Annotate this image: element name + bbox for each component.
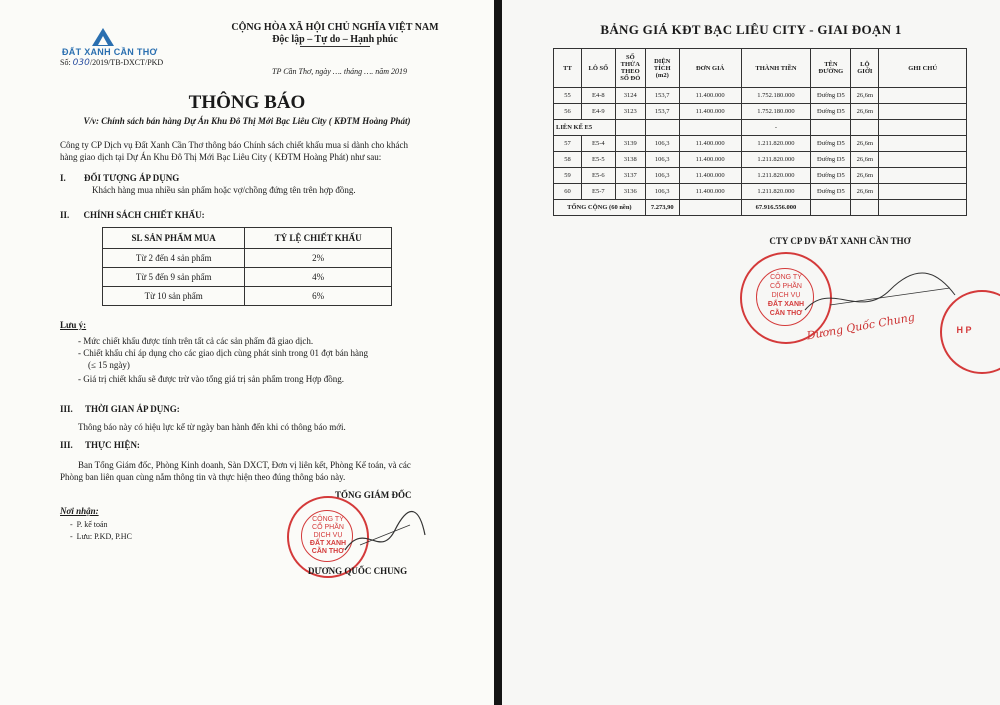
stamp-line: CÔNG TY [770, 274, 802, 281]
note-text: Giá trị chiết khấu sẽ được trừ vào tổng giá trị sản phẩm trong Hợp đồng. [83, 374, 344, 384]
table-row [554, 88, 967, 104]
table-cell: 3123 [615, 104, 645, 120]
table-row [103, 249, 392, 268]
table-cell: 26,6m [851, 88, 879, 104]
price-table [553, 48, 967, 216]
table-cell [879, 120, 967, 136]
table-cell: 1.211.820.000 [741, 168, 811, 184]
table-cell: E5-5 [581, 152, 615, 168]
total-label: TỔNG CỘNG (60 nền) [554, 200, 646, 216]
table-row [554, 136, 967, 152]
table-cell: 3136 [615, 184, 645, 200]
section-1-heading [60, 173, 179, 183]
national-motto: Độc lập – Tự do – Hạnh phúc [272, 34, 398, 45]
column-header: GHI CHÚ [879, 49, 967, 88]
table-cell: 3138 [615, 152, 645, 168]
group-label: LIÊN KẾ E5 [554, 120, 616, 136]
recipients-label: Nơi nhận: [60, 506, 99, 516]
company-name: CTY CP DV ĐẤT XANH CẦN THƠ [769, 236, 911, 246]
country-name: CỘNG HÒA XÃ HỘI CHỦ NGHĨA VIỆT NAM [231, 22, 439, 33]
table-row [554, 184, 967, 200]
section-2-number: II. [60, 210, 70, 220]
page-gap [494, 0, 502, 705]
column-header: TỶ LỆ CHIẾT KHẤU [245, 228, 392, 249]
table-cell [879, 184, 967, 200]
table-cell: 26,6m [851, 184, 879, 200]
table-cell: 26,6m [851, 152, 879, 168]
table-cell [679, 120, 741, 136]
table-cell: 11.400.000 [679, 152, 741, 168]
table-cell: 58 [554, 152, 582, 168]
intro-line-1: Công ty CP Dịch vụ Đất Xanh Cần Thơ thông báo Chính sách chiết khấu mua sỉ dành cho khách [60, 140, 408, 150]
note-text: Mức chiết khấu được tính trên tất cả các sản phẩm đã giao dịch. [83, 336, 314, 346]
discount-table [102, 227, 392, 306]
table-cell: 60 [554, 184, 582, 200]
table-cell [879, 152, 967, 168]
total-amount: 67.916.556.000 [741, 200, 811, 216]
subject-line: V/v: Chính sách bán hàng Dự Án Khu Đô Thị Mới Bạc Liêu City ( KĐTM Hoàng Phát) [83, 116, 411, 126]
section-2-heading [60, 210, 205, 220]
column-header: ĐƠN GIÁ [679, 49, 741, 88]
price-list-title: BẢNG GIÁ KĐT BẠC LIÊU CITY - GIAI ĐOẠN 1 [600, 22, 902, 37]
note-item: - Giá trị chiết khấu sẽ được trừ vào tổng giá trị sản phẩm trong Hợp đồng. [78, 374, 344, 384]
table-cell: 11.400.000 [679, 136, 741, 152]
table-cell: 106,3 [645, 152, 679, 168]
table-row [554, 152, 967, 168]
column-header: TT [554, 49, 582, 88]
recipient-item: - P. kế toán [70, 520, 108, 529]
table-row [103, 287, 392, 306]
section-4-title: THỰC HIỆN: [85, 440, 140, 450]
table-row [103, 268, 392, 287]
table-cell: 59 [554, 168, 582, 184]
table-cell: 106,3 [645, 184, 679, 200]
stamp-line: CẦN THƠ [769, 310, 803, 317]
table-cell: E4-9 [581, 104, 615, 120]
table-cell [879, 88, 967, 104]
table-cell: 56 [554, 104, 582, 120]
column-header: LỘ GIỚI [851, 49, 879, 88]
section-3-heading [60, 404, 180, 414]
table-header-row [554, 49, 967, 88]
table-cell: 1.211.820.000 [741, 136, 811, 152]
table-cell: - [741, 120, 811, 136]
table-cell: 153,7 [645, 88, 679, 104]
column-header: LÔ SỐ [581, 49, 615, 88]
table-cell: Đường D5 [811, 104, 851, 120]
table-cell: Từ 5 đến 9 sản phẩm [103, 268, 245, 287]
section-1-number: I. [60, 173, 66, 183]
logo-text: ĐẤT XANH CẦN THƠ [62, 47, 158, 57]
table-cell: 3139 [615, 136, 645, 152]
table-cell: Đường D5 [811, 136, 851, 152]
table-cell: 11.400.000 [679, 168, 741, 184]
stamp-line: CỔ PHẦN [770, 283, 802, 290]
table-cell [879, 136, 967, 152]
group-row [554, 120, 967, 136]
section-3-number: III. [60, 404, 73, 414]
stamp-letters: H P [956, 325, 972, 335]
stamp-line: ĐẤT XANH [767, 301, 805, 308]
note-item: - Mức chiết khấu được tính trên tất cả các sản phẩm đã giao dịch. [78, 336, 314, 346]
table-cell: 3124 [615, 88, 645, 104]
section-2-title: CHÍNH SÁCH CHIẾT KHẤU: [83, 210, 205, 220]
recipient-text: P. kế toán [76, 520, 108, 529]
table-cell: E5-6 [581, 168, 615, 184]
table-cell: E5-4 [581, 136, 615, 152]
table-row [554, 168, 967, 184]
table-cell [851, 120, 879, 136]
section-1-text: Khách hàng mua nhiều sản phẩm hoặc vợ/chồng đứng tên trên hợp đồng. [92, 185, 356, 195]
recipient-text: Lưu: P.KD, P.HC [76, 532, 132, 541]
notice-page [0, 0, 494, 705]
section-4-text-1: Ban Tổng Giám đốc, Phòng Kinh doanh, Sàn DXCT, Đơn vị liên kết, Phòng Kế toán, và các [78, 460, 411, 470]
table-cell [811, 200, 851, 216]
table-cell: 1.211.820.000 [741, 152, 811, 168]
table-cell: 106,3 [645, 168, 679, 184]
table-cell [679, 200, 741, 216]
table-cell: Đường D5 [811, 184, 851, 200]
table-cell: 57 [554, 136, 582, 152]
column-header: DIỆN TÍCH (m2) [645, 49, 679, 88]
table-cell: 1.211.820.000 [741, 184, 811, 200]
table-cell [615, 120, 645, 136]
column-header: TÊN ĐƯỜNG [811, 49, 851, 88]
note-label: Lưu ý: [60, 320, 87, 330]
motto-underline [300, 46, 370, 47]
table-cell: E5-7 [581, 184, 615, 200]
section-3-text: Thông báo này có hiệu lực kể từ ngày ban hành đến khi có thông báo mới. [78, 422, 346, 432]
total-row [554, 200, 967, 216]
recipient-item: - Lưu: P.KD, P.HC [70, 532, 132, 541]
table-cell: Đường D5 [811, 152, 851, 168]
table-row [554, 104, 967, 120]
section-4-text-2: Phòng ban liên quan cùng nắm thông tin và thực hiện theo đúng thông báo này. [60, 472, 346, 482]
table-cell: Đường D5 [811, 168, 851, 184]
table-cell [851, 200, 879, 216]
table-cell: Đường D5 [811, 88, 851, 104]
section-4-heading [60, 440, 140, 450]
table-cell: 4% [245, 268, 392, 287]
table-cell: 26,6m [851, 136, 879, 152]
section-3-title: THỜI GIAN ÁP DỤNG: [85, 404, 180, 414]
total-area: 7.273,90 [645, 200, 679, 216]
table-cell: Từ 10 sản phẩm [103, 287, 245, 306]
table-cell: 26,6m [851, 168, 879, 184]
doc-number-prefix: Số: [60, 58, 71, 67]
table-cell: 1.752.180.000 [741, 104, 811, 120]
place-date: TP Cần Thơ, ngày …. tháng …. năm 2019 [272, 67, 408, 76]
table-cell: 3137 [615, 168, 645, 184]
table-cell: 26,6m [851, 104, 879, 120]
table-cell [811, 120, 851, 136]
column-header: THÀNH TIỀN [741, 49, 811, 88]
table-header-row [103, 228, 392, 249]
table-cell: 1.752.180.000 [741, 88, 811, 104]
table-cell: 153,7 [645, 104, 679, 120]
table-cell [879, 200, 967, 216]
stamp-line: DỊCH VỤ [313, 532, 343, 539]
doc-number [60, 58, 163, 68]
page-title: THÔNG BÁO [188, 92, 306, 113]
stamp-line: CỔ PHẦN [312, 524, 344, 531]
table-cell [879, 168, 967, 184]
table-cell: 106,3 [645, 136, 679, 152]
table-cell: 11.400.000 [679, 88, 741, 104]
table-cell: 11.400.000 [679, 104, 741, 120]
table-cell: 11.400.000 [679, 184, 741, 200]
signer-name: DƯƠNG QUỐC CHUNG [308, 566, 408, 576]
table-cell: 55 [554, 88, 582, 104]
doc-number-suffix: /2019/TB-DXCT/PKD [89, 58, 164, 67]
director-title: TỔNG GIÁM ĐỐC [335, 490, 412, 500]
note-item: - Chiết khấu chỉ áp dụng cho các giao dịch cùng phát sinh trong 01 đợt bán hàng [78, 348, 368, 358]
column-header: SỐ THỬA THEO SỔ ĐỎ [615, 49, 645, 88]
logo-inner-shape [98, 36, 108, 45]
table-cell: Từ 2 đến 4 sản phẩm [103, 249, 245, 268]
handwritten-signature-name: Dương Quốc Chung [805, 310, 916, 343]
section-4-number: III. [60, 440, 73, 450]
table-cell: 2% [245, 249, 392, 268]
signature-scribble-icon [340, 500, 430, 570]
stamp-line: ĐẤT XANH [309, 540, 347, 547]
column-header: SL SẢN PHẨM MUA [103, 228, 245, 249]
table-cell [645, 120, 679, 136]
stamp-line: CÔNG TY [312, 516, 344, 523]
intro-line-2: hàng giao dịch tại Dự Án Khu Đô Thị Mới Bạc Liêu City ( KĐTM Hoàng Phát) như sau: [60, 152, 382, 162]
stamp-line: DỊCH VỤ [771, 292, 801, 299]
stamp-line: CẦN THƠ [311, 548, 345, 555]
table-cell [879, 104, 967, 120]
note-item-continuation: (≤ 15 ngày) [88, 360, 130, 370]
note-text: Chiết khấu chỉ áp dụng cho các giao dịch cùng phát sinh trong 01 đợt bán hàng [83, 348, 368, 358]
section-1-title: ĐỐI TƯỢNG ÁP DỤNG [84, 173, 180, 183]
table-cell: 6% [245, 287, 392, 306]
table-cell: E4-8 [581, 88, 615, 104]
doc-number-handwritten: 030 [72, 58, 90, 68]
